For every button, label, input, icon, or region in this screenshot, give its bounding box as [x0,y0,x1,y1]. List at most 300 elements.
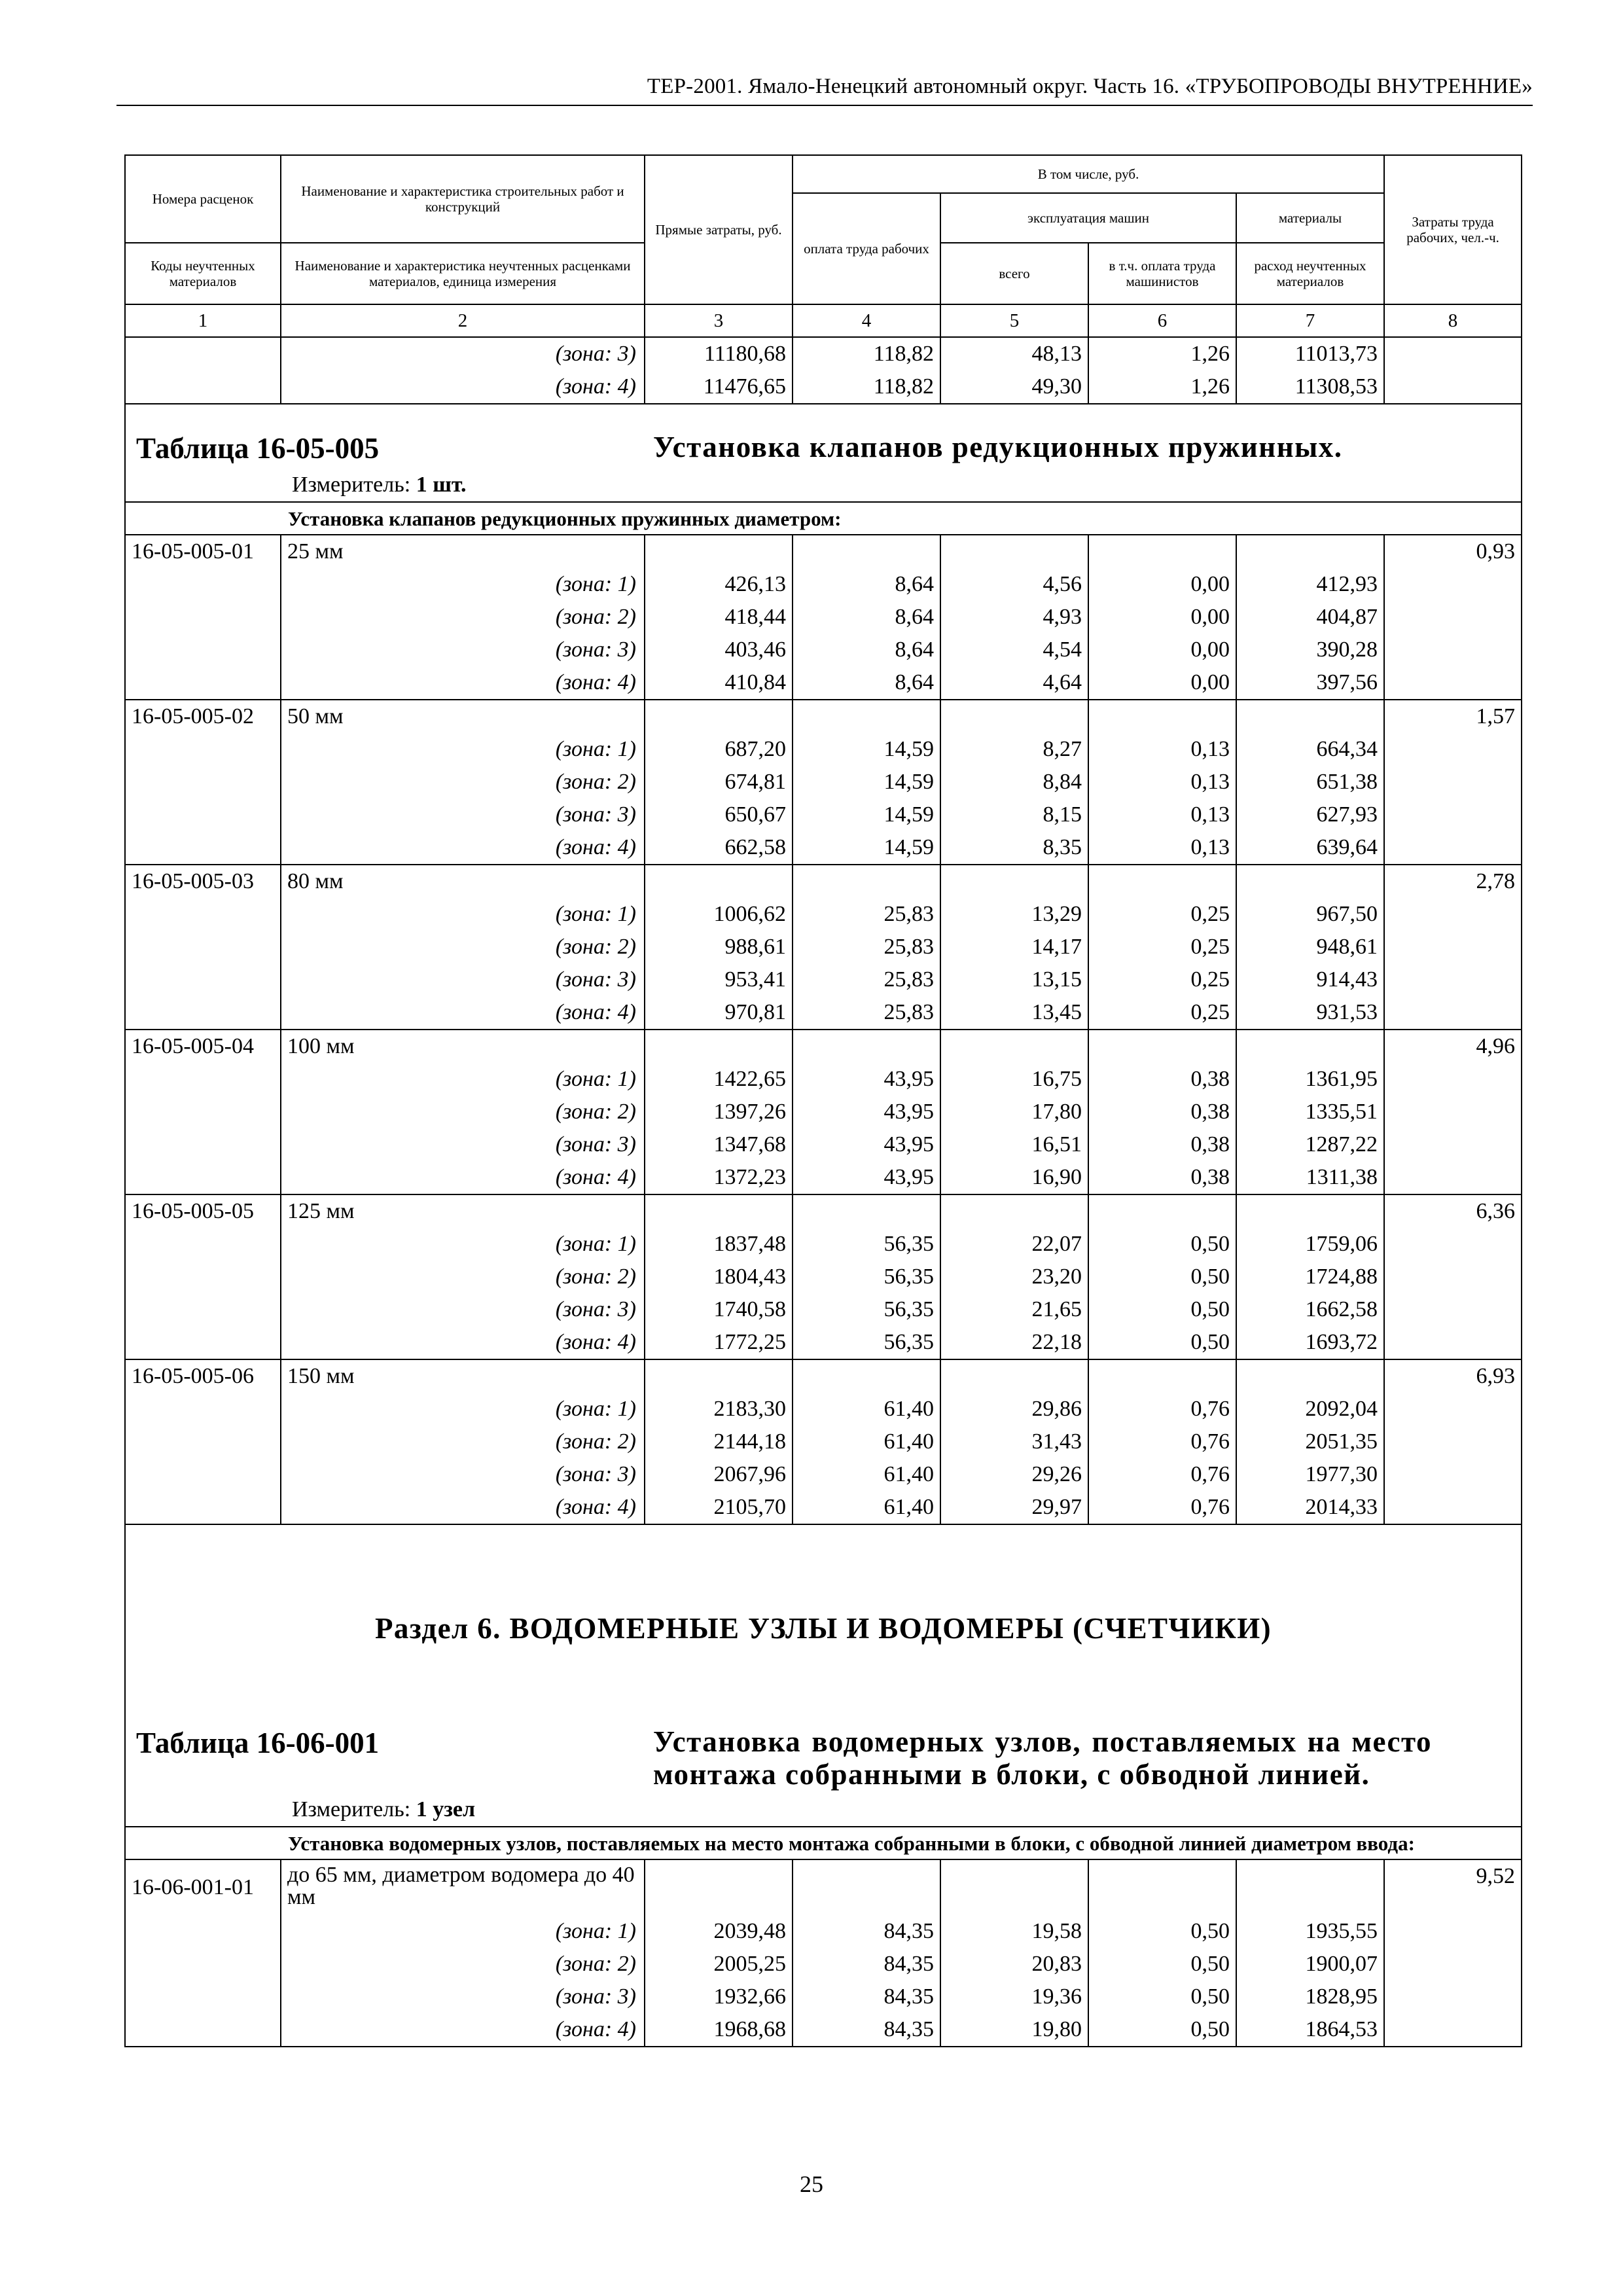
zone-row [125,1326,1522,1359]
zone-label: (зона: 3) [281,1981,645,2013]
machines-total-cell: 16,51 [940,1128,1088,1161]
materials-cell: 11308,53 [1236,370,1384,404]
empty-cell [793,700,940,733]
empty-cell [793,535,940,568]
empty-cell [645,865,793,898]
labor-cell-empty [1384,1128,1522,1161]
labor-cell-empty [1384,1948,1522,1981]
labor-cell-empty [1384,601,1522,634]
zone-row [125,1426,1522,1458]
worker-pay-cell: 56,35 [793,1326,940,1359]
operator-pay-cell: 0,50 [1088,1228,1236,1261]
labor-cell-empty [1384,1458,1522,1491]
direct-costs-cell: 403,46 [645,634,793,666]
machines-total-cell: 20,83 [940,1948,1088,1981]
code-cell-empty [125,798,281,831]
worker-pay-cell: 25,83 [793,931,940,963]
labor-cell-empty [1384,963,1522,996]
code-cell-empty [125,1293,281,1326]
zone-label: (зона: 2) [281,1096,645,1128]
col-header-materials: материалы [1236,193,1384,243]
materials-cell: 1335,51 [1236,1096,1384,1128]
zone-row [125,963,1522,996]
col-header-works: Наименование и характеристика строительных работ и конструкций [281,155,645,243]
table-title [136,1725,1510,1791]
empty-cell [645,1030,793,1063]
zone-label: (зона: 2) [281,1261,645,1293]
materials-cell: 390,28 [1236,634,1384,666]
code-cell-empty [125,1096,281,1128]
labor-cell-empty [1384,1161,1522,1194]
empty-cell [1088,1030,1236,1063]
col-header-material-names: Наименование и характеристика неучтенных расценками материалов, единица измерения [281,243,645,304]
header-row-1 [125,155,1522,193]
zone-label: (зона: 4) [281,831,645,865]
materials-cell: 2051,35 [1236,1426,1384,1458]
col-header-including: В том числе, руб. [793,155,1384,193]
zone-label: (зона: 3) [281,798,645,831]
operator-pay-cell: 0,00 [1088,568,1236,601]
empty-cell [645,1359,793,1393]
materials-cell: 397,56 [1236,666,1384,700]
labor-cell-empty [1384,1293,1522,1326]
rate-code: 16-05-005-05 [125,1194,281,1228]
col-header-material-usage: расход неучтенных материалов [1236,243,1384,304]
machines-total-cell: 4,93 [940,601,1088,634]
rate-item-row [125,700,1522,733]
materials-cell: 664,34 [1236,733,1384,766]
worker-pay-cell: 56,35 [793,1228,940,1261]
materials-cell: 412,93 [1236,568,1384,601]
materials-cell: 1361,95 [1236,1063,1384,1096]
col-number: 1 [125,304,281,337]
labor-costs: 4,96 [1384,1030,1522,1063]
materials-cell: 1828,95 [1236,1981,1384,2013]
zone-row [125,1063,1522,1096]
empty-cell [1088,1194,1236,1228]
labor-cell-empty [1384,634,1522,666]
zone-label: (зона: 4) [281,666,645,700]
materials-cell: 1287,22 [1236,1128,1384,1161]
zone-label: (зона: 4) [281,996,645,1030]
labor-cell-empty [1384,666,1522,700]
table-title-row-cell [125,404,1522,502]
code-cell-empty [125,337,281,370]
materials-cell: 2092,04 [1236,1393,1384,1426]
zone-row [125,370,1522,404]
direct-costs-cell: 1932,66 [645,1981,793,2013]
code-cell-empty [125,1915,281,1948]
zone-label: (зона: 2) [281,931,645,963]
operator-pay-cell: 0,25 [1088,996,1236,1030]
zone-label: (зона: 1) [281,568,645,601]
materials-cell: 11013,73 [1236,337,1384,370]
worker-pay-cell: 43,95 [793,1063,940,1096]
machines-total-cell: 48,13 [940,337,1088,370]
empty-cell [1088,700,1236,733]
labor-cell-empty [1384,1915,1522,1948]
zone-label: (зона: 2) [281,1948,645,1981]
direct-costs-cell: 953,41 [645,963,793,996]
direct-costs-cell: 11180,68 [645,337,793,370]
col-header-operator-pay: в т.ч. оплата труда машинистов [1088,243,1236,304]
code-cell-empty [125,1161,281,1194]
rate-name: 100 мм [281,1030,645,1063]
worker-pay-cell: 61,40 [793,1491,940,1524]
zone-row [125,634,1522,666]
machines-total-cell: 22,18 [940,1326,1088,1359]
empty-cell [1088,865,1236,898]
direct-costs-cell: 970,81 [645,996,793,1030]
worker-pay-cell: 25,83 [793,996,940,1030]
machines-total-cell: 13,45 [940,996,1088,1030]
section-row-cell [125,1524,1522,1647]
worker-pay-cell: 61,40 [793,1426,940,1458]
code-cell-empty [125,2013,281,2047]
worker-pay-cell: 56,35 [793,1261,940,1293]
empty-cell [1236,535,1384,568]
labor-cell-empty [1384,1326,1522,1359]
zone-row [125,1293,1522,1326]
operator-pay-cell: 0,13 [1088,766,1236,798]
operator-pay-cell: 0,50 [1088,1293,1236,1326]
machines-total-cell: 16,75 [940,1063,1088,1096]
code-cell-empty [125,831,281,865]
worker-pay-cell: 84,35 [793,1915,940,1948]
worker-pay-cell: 118,82 [793,337,940,370]
operator-pay-cell: 0,13 [1088,798,1236,831]
table-code: Таблица 16-05-005 [136,432,380,465]
direct-costs-cell: 988,61 [645,931,793,963]
zone-label: (зона: 3) [281,337,645,370]
materials-cell: 948,61 [1236,931,1384,963]
materials-cell: 639,64 [1236,831,1384,865]
code-cell-empty [125,1228,281,1261]
rate-item-row [125,535,1522,568]
zone-row [125,898,1522,931]
direct-costs-cell: 426,13 [645,568,793,601]
operator-pay-cell: 0,76 [1088,1393,1236,1426]
direct-costs-cell: 2144,18 [645,1426,793,1458]
worker-pay-cell: 84,35 [793,1981,940,2013]
zone-row [125,1096,1522,1128]
worker-pay-cell: 61,40 [793,1458,940,1491]
unit-value: 1 шт. [416,473,467,497]
zone-row [125,766,1522,798]
code-cell-empty [125,634,281,666]
labor-cell-empty [1384,931,1522,963]
zone-label: (зона: 2) [281,1426,645,1458]
empty-cell [645,535,793,568]
zone-row [125,931,1522,963]
machines-total-cell: 4,56 [940,568,1088,601]
operator-pay-cell: 0,50 [1088,1915,1236,1948]
unit-label: Измеритель: [292,473,411,497]
table-title-row-cell [125,1647,1522,1827]
direct-costs-cell: 418,44 [645,601,793,634]
labor-cell-empty [1384,1261,1522,1293]
empty-cell [940,1859,1088,1915]
labor-cell-empty [1384,1491,1522,1524]
empty-cell [1236,1030,1384,1063]
direct-costs-cell: 662,58 [645,831,793,865]
rate-item-row [125,865,1522,898]
zone-row [125,798,1522,831]
machines-total-cell: 19,58 [940,1915,1088,1948]
worker-pay-cell: 14,59 [793,831,940,865]
materials-cell: 1900,07 [1236,1948,1384,1981]
direct-costs-cell: 1372,23 [645,1161,793,1194]
empty-cell [793,1194,940,1228]
worker-pay-cell: 25,83 [793,898,940,931]
machines-total-cell: 4,64 [940,666,1088,700]
labor-cell-empty [1384,831,1522,865]
empty-cell [793,1359,940,1393]
zone-row [125,733,1522,766]
materials-cell: 1311,38 [1236,1161,1384,1194]
labor-cell-empty [1384,568,1522,601]
code-cell-empty [125,601,281,634]
table-name: Установка водомерных узлов, поставляемых на место монтажа собранными в блоки, с обводной линией. [653,1725,1432,1791]
worker-pay-cell: 43,95 [793,1161,940,1194]
table-title-row [125,1647,1522,1827]
code-cell-empty [125,931,281,963]
labor-cell-empty [1384,996,1522,1030]
zone-label: (зона: 1) [281,1228,645,1261]
empty-cell [1088,535,1236,568]
labor-cell-empty [1384,898,1522,931]
operator-pay-cell: 1,26 [1088,337,1236,370]
machines-total-cell: 8,15 [940,798,1088,831]
operator-pay-cell: 0,38 [1088,1161,1236,1194]
group-heading-row-cell: Установка водомерных узлов, поставляемых на место монтажа собранными в блоки, с обводной линией диаметром ввода: [125,1827,1522,1859]
worker-pay-cell: 25,83 [793,963,940,996]
col-number: 5 [940,304,1088,337]
labor-costs: 1,57 [1384,700,1522,733]
worker-pay-cell: 14,59 [793,733,940,766]
rates-table [124,154,1522,2047]
labor-cell-empty [1384,2013,1522,2047]
labor-costs: 2,78 [1384,865,1522,898]
operator-pay-cell: 0,50 [1088,1948,1236,1981]
direct-costs-cell: 11476,65 [645,370,793,404]
zone-label: (зона: 1) [281,1063,645,1096]
operator-pay-cell: 0,25 [1088,898,1236,931]
code-cell-empty [125,666,281,700]
worker-pay-cell: 8,64 [793,666,940,700]
operator-pay-cell: 0,25 [1088,963,1236,996]
direct-costs-cell: 410,84 [645,666,793,700]
measurement-unit [136,469,1510,501]
zone-label: (зона: 4) [281,2013,645,2047]
zone-row [125,1261,1522,1293]
empty-cell [1088,1859,1236,1915]
operator-pay-cell: 0,76 [1088,1458,1236,1491]
group-heading-row [125,1827,1522,1859]
labor-costs: 6,36 [1384,1194,1522,1228]
page-header: ТЕР-2001. Ямало-Ненецкий автономный округ. Часть 16. «ТРУБОПРОВОДЫ ВНУТРЕННИЕ» [116,71,1533,106]
empty-cell [940,1194,1088,1228]
machines-total-cell: 8,35 [940,831,1088,865]
zone-label: (зона: 3) [281,963,645,996]
rate-code: 16-05-005-01 [125,535,281,568]
materials-cell: 1759,06 [1236,1228,1384,1261]
labor-cell-empty [1384,370,1522,404]
empty-cell [793,1030,940,1063]
section-title: Раздел 6. ВОДОМЕРНЫЕ УЗЛЫ И ВОДОМЕРЫ (СЧЕТЧИКИ) [374,1612,1272,1645]
materials-cell: 1724,88 [1236,1261,1384,1293]
direct-costs-cell: 1804,43 [645,1261,793,1293]
code-cell-empty [125,1458,281,1491]
col-header-direct-costs: Прямые затраты, руб. [645,155,793,304]
code-cell-empty [125,1426,281,1458]
direct-costs-cell: 2105,70 [645,1491,793,1524]
zone-label: (зона: 3) [281,1293,645,1326]
zone-row [125,2013,1522,2047]
empty-cell [1236,700,1384,733]
zone-label: (зона: 1) [281,733,645,766]
labor-cell-empty [1384,1426,1522,1458]
direct-costs-cell: 1347,68 [645,1128,793,1161]
rate-name: 150 мм [281,1359,645,1393]
rate-name: 25 мм [281,535,645,568]
table-title [136,431,1510,466]
materials-cell: 1864,53 [1236,2013,1384,2047]
empty-cell [1088,1359,1236,1393]
zone-row [125,1458,1522,1491]
column-numbers-row [125,304,1522,337]
materials-cell: 1662,58 [1236,1293,1384,1326]
empty-cell [940,1359,1088,1393]
direct-costs-cell: 1740,58 [645,1293,793,1326]
labor-cell-empty [1384,1228,1522,1261]
code-cell-empty [125,568,281,601]
materials-cell: 914,43 [1236,963,1384,996]
machines-total-cell: 49,30 [940,370,1088,404]
col-header-worker-pay: оплата труда рабочих [793,193,940,304]
machines-total-cell: 17,80 [940,1096,1088,1128]
zone-row [125,996,1522,1030]
labor-cell-empty [1384,733,1522,766]
measurement-unit [136,1793,1510,1826]
labor-costs: 9,52 [1384,1859,1522,1915]
direct-costs-cell: 2039,48 [645,1915,793,1948]
zone-row [125,1393,1522,1426]
worker-pay-cell: 56,35 [793,1293,940,1326]
labor-costs: 6,93 [1384,1359,1522,1393]
worker-pay-cell: 8,64 [793,601,940,634]
machines-total-cell: 8,84 [940,766,1088,798]
machines-total-cell: 8,27 [940,733,1088,766]
zone-label: (зона: 4) [281,370,645,404]
page-number: 25 [800,2171,823,2197]
rate-name: до 65 мм, диаметром водомера до 40 мм [281,1859,645,1915]
col-header-machines-total: всего [940,243,1088,304]
col-header-material-codes: Коды неучтенных материалов [125,243,281,304]
rate-code: 16-05-005-02 [125,700,281,733]
empty-cell [940,700,1088,733]
machines-total-cell: 13,29 [940,898,1088,931]
machines-total-cell: 29,26 [940,1458,1088,1491]
zone-row [125,568,1522,601]
zone-label: (зона: 3) [281,1458,645,1491]
code-cell-empty [125,1393,281,1426]
machines-total-cell: 19,80 [940,2013,1088,2047]
labor-cell-empty [1384,1981,1522,2013]
zone-label: (зона: 1) [281,898,645,931]
col-header-machines: эксплуатация машин [940,193,1236,243]
zone-label: (зона: 2) [281,601,645,634]
worker-pay-cell: 84,35 [793,1948,940,1981]
materials-cell: 1693,72 [1236,1326,1384,1359]
zone-label: (зона: 4) [281,1491,645,1524]
operator-pay-cell: 0,13 [1088,733,1236,766]
direct-costs-cell: 1837,48 [645,1228,793,1261]
unit-label: Измеритель: [292,1797,411,1821]
direct-costs-cell: 1006,62 [645,898,793,931]
machines-total-cell: 31,43 [940,1426,1088,1458]
empty-cell [1236,1859,1384,1915]
operator-pay-cell: 0,50 [1088,1261,1236,1293]
unit-value: 1 узел [416,1797,476,1821]
col-header-rate-numbers: Номера расценок [125,155,281,243]
zone-row [125,1128,1522,1161]
worker-pay-cell: 84,35 [793,2013,940,2047]
empty-cell [1236,1359,1384,1393]
operator-pay-cell: 0,00 [1088,601,1236,634]
materials-cell: 1935,55 [1236,1915,1384,1948]
machines-total-cell: 29,86 [940,1393,1088,1426]
code-cell-empty [125,1981,281,2013]
zone-label: (зона: 4) [281,1161,645,1194]
empty-cell [940,865,1088,898]
table-code: Таблица 16-06-001 [136,1727,380,1759]
empty-cell [793,1859,940,1915]
operator-pay-cell: 0,13 [1088,831,1236,865]
rate-name: 80 мм [281,865,645,898]
operator-pay-cell: 0,38 [1088,1096,1236,1128]
code-cell-empty [125,1261,281,1293]
direct-costs-cell: 2183,30 [645,1393,793,1426]
empty-cell [940,535,1088,568]
col-number: 6 [1088,304,1236,337]
col-number: 7 [1236,304,1384,337]
direct-costs-cell: 2067,96 [645,1458,793,1491]
materials-cell: 1977,30 [1236,1458,1384,1491]
operator-pay-cell: 0,00 [1088,666,1236,700]
materials-cell: 2014,33 [1236,1491,1384,1524]
empty-cell [793,865,940,898]
operator-pay-cell: 0,38 [1088,1128,1236,1161]
worker-pay-cell: 8,64 [793,634,940,666]
empty-cell [645,1859,793,1915]
rate-item-row [125,1359,1522,1393]
zone-label: (зона: 3) [281,1128,645,1161]
machines-total-cell: 16,90 [940,1161,1088,1194]
section-row [125,1524,1522,1647]
direct-costs-cell: 2005,25 [645,1948,793,1981]
zone-row [125,1915,1522,1948]
operator-pay-cell: 0,76 [1088,1426,1236,1458]
worker-pay-cell: 43,95 [793,1128,940,1161]
empty-cell [1236,865,1384,898]
empty-cell [940,1030,1088,1063]
table-name: Установка клапанов редукционных пружинных. [653,431,1343,463]
direct-costs-cell: 674,81 [645,766,793,798]
zone-row [125,1491,1522,1524]
direct-costs-cell: 1772,25 [645,1326,793,1359]
zone-label: (зона: 3) [281,634,645,666]
